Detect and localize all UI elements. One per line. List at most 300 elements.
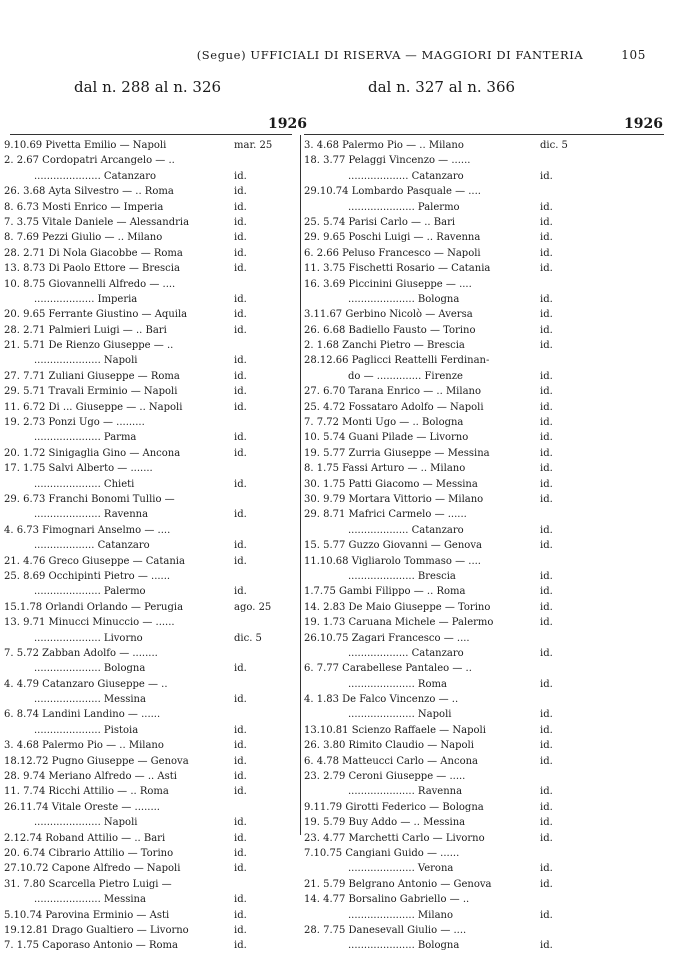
entry-date: id. [540, 863, 553, 875]
entry-text: ................... Imperia [34, 293, 138, 305]
entry-date: id. [234, 309, 247, 321]
entry-date: id. [540, 832, 553, 844]
entry-row [304, 584, 684, 599]
entry-date: id. [540, 370, 553, 382]
entry-text: 7. 5.72 Zabban Adolfo — ........ [4, 647, 158, 659]
entry-date: id. [540, 201, 553, 213]
entry-text: 13.10.81 Scienzo Raffaele — Napoli [304, 724, 486, 736]
entry-date: id. [540, 309, 553, 321]
entry-row [304, 923, 684, 938]
entry-date: id. [234, 247, 247, 259]
entry-row [304, 908, 684, 923]
entry-row [304, 492, 684, 507]
entry-text: 29.10.74 Lombardo Pasquale — .... [304, 186, 481, 198]
entry-row [4, 523, 294, 538]
entry-row [304, 815, 684, 830]
entry-date: id. [234, 694, 247, 706]
entry-text: 31. 7.80 Scarcella Pietro Luigi — [4, 878, 172, 890]
entry-text: 20. 6.74 Cibrario Attilio — Torino [4, 847, 174, 859]
entry-row [4, 215, 294, 230]
entry-date: id. [234, 509, 247, 521]
entry-row [4, 292, 294, 307]
entry-row [4, 677, 294, 692]
left-column [4, 138, 294, 954]
entry-date: id. [540, 432, 553, 444]
entry-text: 4. 1.83 De Falco Vincenzo — .. [304, 694, 459, 706]
entry-text: ..................... Napoli [34, 817, 138, 829]
entry-text: 29. 5.71 Travali Erminio — Napoli [4, 386, 178, 398]
entry-row [4, 554, 294, 569]
entry-row [4, 153, 294, 168]
entry-text: 21. 4.76 Greco Giuseppe — Catania [4, 555, 185, 567]
entry-date: id. [540, 401, 553, 413]
entry-row [4, 538, 294, 553]
entry-text: 25. 4.72 Fossataro Adolfo — Napoli [304, 401, 484, 413]
entry-row [304, 677, 684, 692]
entry-row [4, 877, 294, 892]
entry-text: ..................... Milano [348, 909, 453, 921]
entry-date: id. [234, 832, 247, 844]
column-divider [300, 135, 301, 835]
entry-row [304, 800, 684, 815]
entry-row [4, 738, 294, 753]
entry-row [304, 831, 684, 846]
entry-row [304, 707, 684, 722]
entry-row [4, 584, 294, 599]
entry-text: ..................... Bologna [34, 663, 146, 675]
entry-text: 5.10.74 Parovina Erminio — Asti [4, 909, 170, 921]
entry-date: id. [234, 216, 247, 228]
entry-text: 30. 1.75 Patti Giacomo — Messina [304, 478, 478, 490]
entry-date: id. [234, 771, 247, 783]
entry-text: 6. 4.78 Matteucci Carlo — Ancona [304, 755, 478, 767]
entry-row [4, 384, 294, 399]
entry-date: id. [540, 740, 553, 752]
entry-date: id. [540, 263, 553, 275]
entry-row [304, 861, 684, 876]
entry-date: id. [234, 293, 247, 305]
entry-row [304, 461, 684, 476]
entry-text: 28. 2.71 Palmieri Luigi — .. Bari [4, 324, 167, 336]
entry-text: do — .............. Firenze [348, 370, 463, 382]
entry-date: id. [540, 540, 553, 552]
entry-date: id. [540, 724, 553, 736]
entry-text: ..................... Bologna [348, 293, 460, 305]
entry-text: 8. 7.69 Pezzi Giulio — .. Milano [4, 232, 163, 244]
entry-text: 14. 4.77 Borsalino Gabriello — .. [304, 894, 470, 906]
entry-row [4, 507, 294, 522]
entry-text: 30. 9.79 Mortara Vittorio — Milano [304, 493, 484, 505]
entry-text: ................... Catanzaro [34, 540, 150, 552]
entry-row [4, 646, 294, 661]
entry-row [4, 492, 294, 507]
entry-date: id. [540, 463, 553, 475]
entry-date: id. [540, 909, 553, 921]
entry-date: id. [234, 724, 247, 736]
entry-text: ................... Catanzaro [348, 170, 464, 182]
entry-text: ..................... Ravenna [34, 509, 149, 521]
entry-date: id. [540, 817, 553, 829]
entry-text: 27. 6.70 Tarana Enrico — .. Milano [304, 386, 481, 398]
entry-text: 28. 2.71 Di Nola Giacobbe — Roma [4, 247, 183, 259]
entry-text: 27. 7.71 Zuliani Giuseppe — Roma [4, 370, 180, 382]
entry-row [304, 261, 684, 276]
entry-date: id. [234, 386, 247, 398]
entry-date: id. [540, 216, 553, 228]
entry-date: id. [234, 263, 247, 275]
entry-row [304, 692, 684, 707]
entry-row [304, 615, 684, 630]
entry-row [4, 246, 294, 261]
entry-text: ..................... Napoli [348, 709, 452, 721]
entry-text: 4. 6.73 Fimognari Anselmo — .... [4, 524, 171, 536]
entry-date: id. [234, 232, 247, 244]
entry-text: 2.12.74 Roband Attilio — .. Bari [4, 832, 166, 844]
entry-date: id. [234, 478, 247, 490]
left-year-heading: 1926 [268, 116, 307, 132]
entry-row [304, 292, 684, 307]
entry-date: id. [540, 940, 553, 952]
entry-text: ..................... Palermo [34, 586, 146, 598]
page-number: 105 [621, 48, 646, 62]
entry-text: ..................... Parma [34, 432, 137, 444]
entry-text: 3.11.67 Gerbino Nicolò — Aversa [304, 309, 473, 321]
entry-text: 1.7.75 Gambi Filippo — .. Roma [304, 586, 466, 598]
entry-row [304, 138, 684, 153]
entry-date: id. [540, 493, 553, 505]
entry-date: id. [540, 570, 553, 582]
entry-text: 26.10.75 Zagari Francesco — .... [304, 632, 470, 644]
entry-row [4, 815, 294, 830]
entry-row [304, 277, 684, 292]
entry-date: mar. 25 [234, 140, 273, 151]
entry-date: id. [234, 847, 247, 859]
entry-text: ..................... Ravenna [348, 786, 463, 798]
entry-text: ..................... Catanzaro [34, 170, 156, 182]
entry-date: id. [540, 293, 553, 305]
entry-date: id. [540, 386, 553, 398]
entry-date: id. [540, 617, 553, 629]
entry-row [4, 908, 294, 923]
entry-text: 17. 1.75 Salvi Alberto — ....... [4, 463, 153, 475]
entry-row [304, 877, 684, 892]
entry-row [4, 200, 294, 215]
entry-text: 18. 3.77 Pelaggi Vincenzo — ...... [304, 155, 471, 167]
entry-date: id. [540, 247, 553, 259]
entry-text: 28.12.66 Paglicci Reattelli Ferdinan- [304, 355, 490, 367]
entry-row [4, 184, 294, 199]
entry-date: id. [234, 555, 247, 567]
entry-date: id. [234, 863, 247, 875]
entry-row [4, 723, 294, 738]
entry-row [4, 353, 294, 368]
entry-row [4, 338, 294, 353]
entry-date: id. [540, 324, 553, 336]
entry-date: id. [540, 601, 553, 613]
entry-date: id. [234, 401, 247, 413]
entry-date: id. [234, 740, 247, 752]
entry-text: 19. 2.73 Ponzi Ugo — ......... [4, 417, 145, 429]
right-top-rule [304, 134, 664, 135]
entry-row [304, 631, 684, 646]
entry-text: 28. 9.74 Meriano Alfredo — .. Asti [4, 771, 177, 783]
entry-row [304, 784, 684, 799]
entry-row [304, 153, 684, 168]
entry-date: id. [540, 878, 553, 890]
entry-text: 25. 5.74 Parisi Carlo — .. Bari [304, 216, 456, 228]
left-column-heading: dal n. 288 al n. 326 [74, 78, 222, 96]
entry-date: id. [540, 647, 553, 659]
entry-text: 19. 1.73 Caruana Michele — Palermo [304, 617, 494, 629]
entry-row [4, 800, 294, 815]
entry-text: 29. 9.65 Poschi Luigi — .. Ravenna [304, 232, 481, 244]
entry-text: 6. 8.74 Landini Landino — ...... [4, 709, 161, 721]
entry-text: 19.12.81 Drago Gualtiero — Livorno [4, 924, 189, 936]
entry-text: 15.1.78 Orlandi Orlando — Perugia [4, 601, 184, 613]
entry-row [4, 369, 294, 384]
entry-row [4, 707, 294, 722]
entry-date: id. [540, 417, 553, 429]
entry-row [4, 461, 294, 476]
entry-row [304, 769, 684, 784]
entry-row [304, 169, 684, 184]
entry-date: id. [540, 801, 553, 813]
entry-text: 8. 6.73 Mosti Enrico — Imperia [4, 201, 164, 213]
entry-row [4, 692, 294, 707]
entry-text: 9.10.69 Pivetta Emilio — Napoli [4, 140, 167, 151]
running-header [120, 48, 660, 68]
entry-date: id. [234, 432, 247, 444]
entry-text: ..................... Chieti [34, 478, 135, 490]
entry-row [4, 938, 294, 953]
entry-row [304, 507, 684, 522]
entry-row [304, 200, 684, 215]
entry-date: id. [234, 940, 247, 952]
entry-row [4, 138, 294, 153]
entry-date: id. [234, 663, 247, 675]
entry-row [4, 261, 294, 276]
entry-row [4, 169, 294, 184]
entry-text: ..................... Brescia [348, 570, 456, 582]
entry-row [304, 246, 684, 261]
entry-row [304, 754, 684, 769]
entry-text: ..................... Palermo [348, 201, 460, 213]
entry-text: 6. 7.77 Carabellese Pantaleo — .. [304, 663, 472, 675]
entry-text: ..................... Livorno [34, 632, 143, 644]
entry-text: 21. 5.79 Belgrano Antonio — Genova [304, 878, 492, 890]
entry-row [4, 430, 294, 445]
entry-text: 9.11.79 Girotti Federico — Bologna [304, 801, 484, 813]
entry-row [304, 400, 684, 415]
entry-date: id. [540, 232, 553, 244]
entry-row [4, 230, 294, 245]
entry-text: 11. 7.74 Ricchi Attilio — .. Roma [4, 786, 169, 798]
entry-text: 26. 6.68 Badiello Fausto — Torino [304, 324, 476, 336]
entry-date: id. [234, 909, 247, 921]
entry-date: id. [234, 201, 247, 213]
entry-date: id. [234, 540, 247, 552]
entry-text: ..................... Pistoia [34, 724, 139, 736]
entry-row [4, 415, 294, 430]
entry-row [4, 784, 294, 799]
entry-date: id. [540, 524, 553, 536]
entry-text: 21. 5.71 De Rienzo Giuseppe — .. [4, 340, 174, 352]
entry-row [4, 400, 294, 415]
entry-text: 7. 3.75 Vitale Daniele — Alessandria [4, 216, 190, 228]
entry-text: ..................... Roma [348, 678, 447, 690]
entry-date: id. [234, 186, 247, 198]
entry-row [304, 323, 684, 338]
entry-text: 29. 6.73 Franchi Bonomi Tullio — [4, 493, 175, 505]
entry-row [304, 215, 684, 230]
entry-row [304, 723, 684, 738]
entry-date: id. [540, 755, 553, 767]
entry-text: ..................... Verona [348, 863, 454, 875]
entry-row [304, 477, 684, 492]
entry-row [4, 923, 294, 938]
entry-row [4, 631, 294, 646]
entry-text: 6. 2.66 Peluso Francesco — Napoli [304, 247, 481, 259]
entry-text: 4. 4.79 Catanzaro Giuseppe — .. [4, 678, 168, 690]
entry-text: 8. 1.75 Fassi Arturo — .. Milano [304, 463, 466, 475]
entry-text: 20. 1.72 Sinigaglia Gino — Ancona [4, 447, 181, 459]
entry-text: 16. 3.69 Piccinini Giuseppe — .... [304, 278, 472, 290]
entry-row [4, 769, 294, 784]
entry-row [4, 861, 294, 876]
running-title: (Segue) UFFICIALI DI RISERVA — MAGGIORI DI FANTERIA [196, 48, 584, 62]
entry-row [304, 646, 684, 661]
entry-row [304, 369, 684, 384]
entry-text: 26. 3.80 Rimito Claudio — Napoli [304, 740, 474, 752]
entry-row [4, 569, 294, 584]
entry-date: id. [234, 370, 247, 382]
entry-text: 25. 8.69 Occhipinti Pietro — ...... [4, 570, 171, 582]
entry-row [4, 846, 294, 861]
entry-date: dic. 5 [234, 632, 262, 644]
entry-text: 23. 2.79 Ceroni Giuseppe — ..... [304, 771, 466, 783]
entry-row [304, 415, 684, 430]
entry-date: id. [540, 786, 553, 798]
entry-text: 11. 6.72 Di ... Giuseppe — .. Napoli [4, 401, 183, 413]
entry-date: id. [234, 447, 247, 459]
entry-date: id. [540, 478, 553, 490]
entry-text: 23. 4.77 Marchetti Carlo — Livorno [304, 832, 485, 844]
right-column-heading: dal n. 327 al n. 366 [368, 78, 516, 96]
entry-text: ..................... Messina [34, 894, 146, 906]
entry-date: id. [234, 324, 247, 336]
entry-text: 29. 8.71 Mafrici Carmelo — ...... [304, 509, 467, 521]
entry-row [304, 938, 684, 953]
entry-date: ago. 25 [234, 601, 272, 613]
entry-text: 7. 7.72 Monti Ugo — .. Bologna [304, 417, 464, 429]
entry-row [4, 661, 294, 676]
entry-text: 20. 9.65 Ferrante Giustino — Aquila [4, 309, 188, 321]
entry-date: id. [234, 355, 247, 367]
entry-text: 26. 3.68 Ayta Silvestro — .. Roma [4, 186, 174, 198]
entry-date: id. [540, 340, 553, 352]
entry-text: 15. 5.77 Guzzo Giovanni — Genova [304, 540, 482, 552]
entry-row [4, 600, 294, 615]
entry-text: ................... Catanzaro [348, 524, 464, 536]
entry-text: 3. 4.68 Palermo Pio — .. Milano [304, 140, 464, 151]
entry-row [4, 446, 294, 461]
entry-text: 14. 2.83 De Maio Giuseppe — Torino [304, 601, 491, 613]
entry-text: 19. 5.77 Zurria Giuseppe — Messina [304, 447, 490, 459]
entry-row [304, 569, 684, 584]
entry-row [304, 184, 684, 199]
entry-date: id. [234, 586, 247, 598]
entry-row [304, 538, 684, 553]
entry-date: id. [234, 894, 247, 906]
entry-row [304, 307, 684, 322]
entry-text: ..................... Messina [34, 694, 146, 706]
entry-date: id. [234, 924, 247, 936]
entry-row [304, 661, 684, 676]
entry-row [4, 831, 294, 846]
entry-text: 2. 1.68 Zanchi Pietro — Brescia [304, 340, 465, 352]
entry-text: 10. 8.75 Giovannelli Alfredo — .... [4, 278, 176, 290]
entry-date: id. [540, 170, 553, 182]
entry-date: dic. 5 [540, 140, 568, 151]
entry-row [304, 430, 684, 445]
entry-date: id. [234, 817, 247, 829]
entry-row [4, 323, 294, 338]
entry-text: 13. 9.71 Minucci Minuccio — ...... [4, 617, 175, 629]
entry-date: id. [234, 755, 247, 767]
entry-row [304, 554, 684, 569]
entry-text: 18.12.72 Pugno Giuseppe — Genova [4, 755, 189, 767]
entry-row [304, 523, 684, 538]
entry-text: 28. 7.75 Danesevall Giulio — .... [304, 924, 467, 936]
entry-row [304, 384, 684, 399]
entry-row [4, 307, 294, 322]
entry-text: 11.10.68 Vigliarolo Tommaso — .... [304, 555, 481, 567]
entry-text: 3. 4.68 Palermo Pio — .. Milano [4, 740, 164, 752]
entry-text: ................... Catanzaro [348, 647, 464, 659]
entry-text: ..................... Napoli [34, 355, 138, 367]
entry-text: 11. 3.75 Fischetti Rosario — Catania [304, 263, 491, 275]
entry-text: 13. 8.73 Di Paolo Ettore — Brescia [4, 263, 180, 275]
entry-row [4, 277, 294, 292]
entry-text: 10. 5.74 Guani Pilade — Livorno [304, 432, 469, 444]
entry-row [304, 600, 684, 615]
entry-text: 2. 2.67 Cordopatri Arcangelo — .. [4, 155, 175, 167]
entry-date: id. [540, 447, 553, 459]
entry-row [304, 338, 684, 353]
entry-row [4, 615, 294, 630]
entry-row [304, 846, 684, 861]
entry-text: 19. 5.79 Buy Addo — .. Messina [304, 817, 466, 829]
entry-row [304, 353, 684, 368]
right-year-heading: 1926 [624, 116, 663, 132]
entry-row [304, 230, 684, 245]
left-top-rule [10, 134, 292, 135]
entry-row [4, 754, 294, 769]
entry-text: 27.10.72 Capone Alfredo — Napoli [4, 863, 181, 875]
right-column [304, 138, 684, 954]
entry-date: id. [234, 786, 247, 798]
entry-date: id. [234, 170, 247, 182]
entry-date: id. [540, 586, 553, 598]
entry-date: id. [540, 678, 553, 690]
entry-text: 7.10.75 Cangiani Guido — ...... [304, 847, 460, 859]
entry-text: 7. 1.75 Caporaso Antonio — Roma [4, 940, 178, 952]
entry-date: id. [540, 709, 553, 721]
entry-text: 26.11.74 Vitale Oreste — ........ [4, 801, 160, 813]
entry-row [304, 446, 684, 461]
entry-row [4, 477, 294, 492]
entry-text: ..................... Bologna [348, 940, 460, 952]
